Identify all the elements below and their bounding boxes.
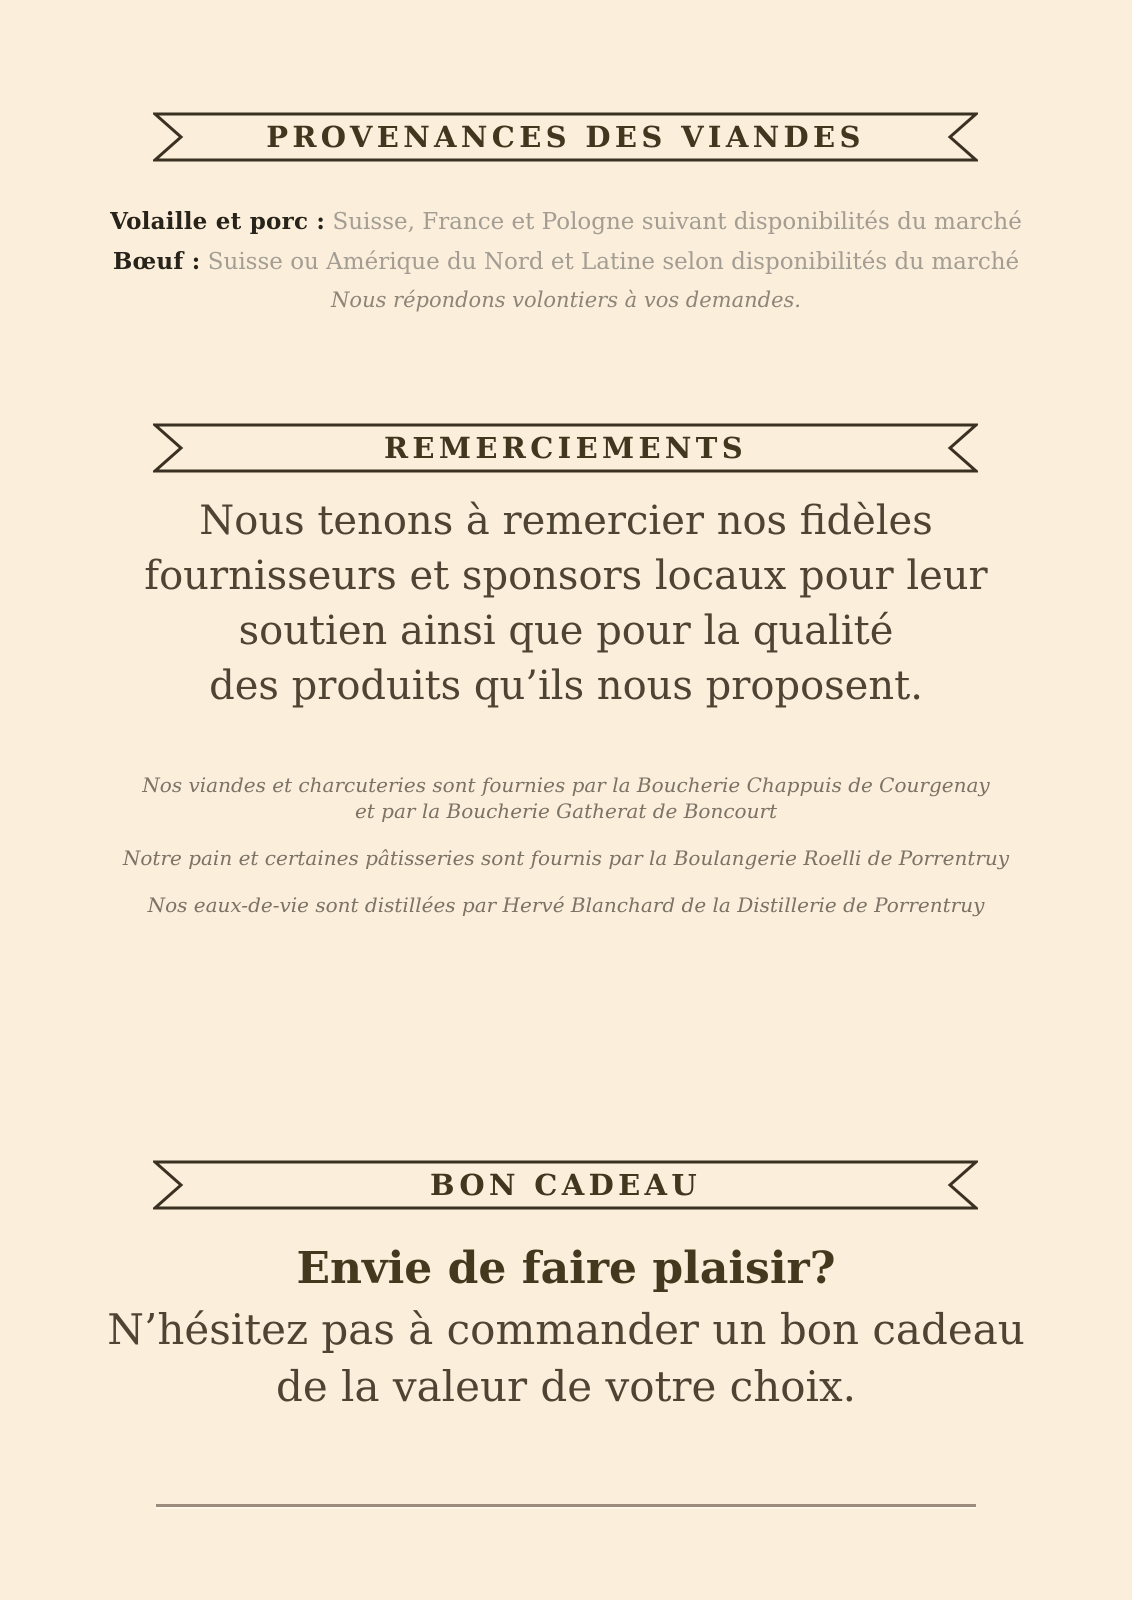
bottom-divider	[156, 1504, 976, 1507]
gift-text-line: de la valeur de votre choix.	[275, 1362, 857, 1411]
meat-origin-value: Suisse, France et Pologne suivant disponibilités du marché	[332, 209, 1022, 235]
gift-text	[0, 1301, 1132, 1415]
thanks-paragraph-line: Nous tenons à remercier nos fidèles	[199, 498, 933, 544]
supplier-note-line: Notre pain et certaines pâtisseries sont fournis par la Boulangerie Roelli de Porrentruy	[122, 846, 1010, 870]
section-title-bon-cadeau: BON CADEAU	[429, 1168, 702, 1202]
gift-headline: Envie de faire plaisir?	[296, 1243, 836, 1294]
section-title-remerciements: REMERCIEMENTS	[383, 431, 748, 465]
thanks-paragraph	[0, 494, 1132, 714]
supplier-note-distillery	[0, 892, 1132, 918]
meat-origin-list	[0, 202, 1132, 282]
supplier-note-line: et par la Boucherie Gatherat de Boncourt	[354, 799, 778, 823]
banner-provenances	[153, 112, 978, 162]
thanks-paragraph-line: des produits qu’ils nous proposent.	[209, 663, 923, 709]
provenance-note: Nous répondons volontiers à vos demandes.	[331, 288, 801, 312]
supplier-note-line: Nos eaux-de-vie sont distillées par Hervé Blanchard de la Distillerie de Porrentruy	[147, 893, 985, 917]
supplier-note-butcher	[0, 772, 1132, 824]
banner-remerciements	[153, 423, 978, 473]
supplier-note-line: Nos viandes et charcuteries sont fournies par la Boucherie Chappuis de Courgenay	[142, 773, 990, 797]
meat-origin-value: Suisse ou Amérique du Nord et Latine selon disponibilités du marché	[207, 249, 1020, 275]
gift-text-line: N’hésitez pas à commander un bon cadeau	[107, 1305, 1025, 1354]
supplier-note-bakery	[0, 845, 1132, 871]
meat-origin-line-poultry	[0, 202, 1132, 242]
section-title-provenances: PROVENANCES DES VIANDES	[266, 120, 865, 154]
banner-bon-cadeau	[153, 1160, 978, 1210]
meat-origin-label: Volaille et porc :	[110, 208, 326, 235]
meat-origin-label: Bœuf :	[112, 248, 201, 275]
thanks-paragraph-line: fournisseurs et sponsors locaux pour leur	[144, 553, 988, 599]
meat-origin-line-beef	[0, 242, 1132, 282]
thanks-paragraph-line: soutien ainsi que pour la qualité	[238, 608, 894, 654]
